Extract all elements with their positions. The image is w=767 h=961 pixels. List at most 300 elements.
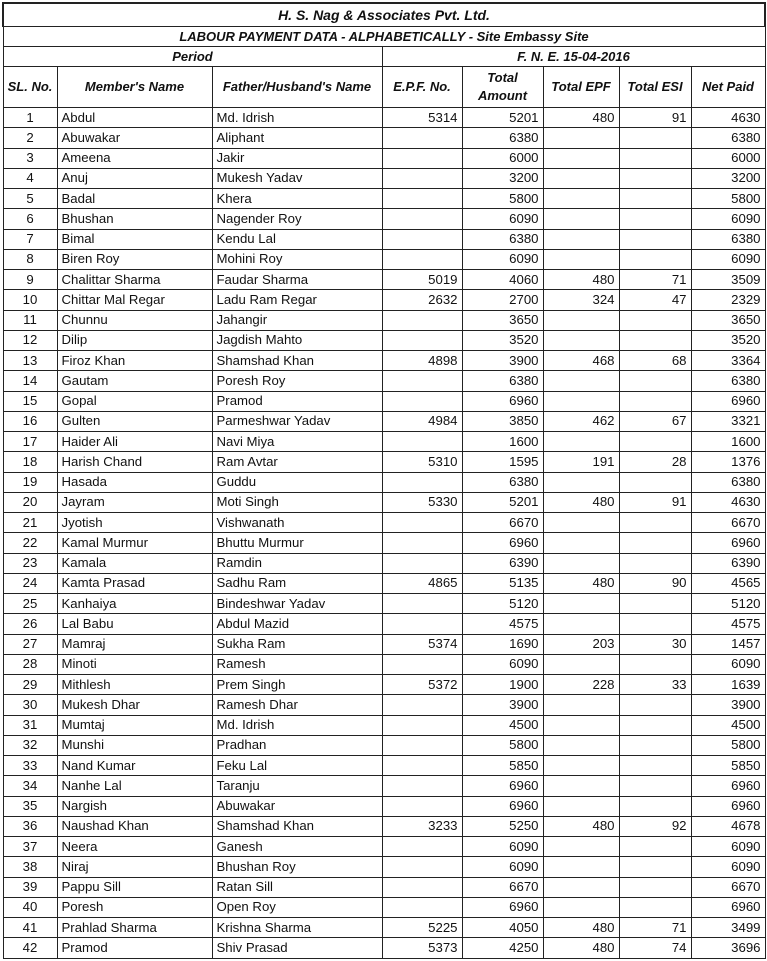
cell-member-name: Anuj (57, 168, 212, 188)
table-row (3, 209, 765, 229)
table-row (3, 918, 765, 938)
cell-father-name: Prem Singh (212, 675, 382, 695)
cell-epf-no: 2632 (382, 290, 462, 310)
cell-total-amount: 3650 (462, 310, 543, 330)
cell-total-esi (619, 654, 691, 674)
cell-member-name: Haider Ali (57, 432, 212, 452)
cell-father-name: Ladu Ram Regar (212, 290, 382, 310)
cell-member-name: Abdul (57, 108, 212, 128)
table-row (3, 553, 765, 573)
cell-net-paid: 6090 (691, 857, 765, 877)
cell-father-name: Aliphant (212, 128, 382, 148)
cell-father-name: Md. Idrish (212, 715, 382, 735)
cell-total-amount: 4050 (462, 918, 543, 938)
period-value: F. N. E. 15-04-2016 (382, 47, 765, 67)
cell-member-name: Mukesh Dhar (57, 695, 212, 715)
cell-total-epf: 480 (543, 492, 619, 512)
cell-sl-no: 1 (3, 108, 57, 128)
table-row (3, 290, 765, 310)
cell-member-name: Mithlesh (57, 675, 212, 695)
cell-net-paid: 1457 (691, 634, 765, 654)
cell-total-esi (619, 330, 691, 350)
cell-total-epf: 468 (543, 351, 619, 371)
table-row (3, 513, 765, 533)
cell-sl-no: 9 (3, 270, 57, 290)
cell-total-amount: 5201 (462, 108, 543, 128)
cell-member-name: Nanhe Lal (57, 776, 212, 796)
cell-father-name: Jakir (212, 148, 382, 168)
cell-sl-no: 28 (3, 654, 57, 674)
cell-total-esi: 71 (619, 270, 691, 290)
cell-net-paid: 3321 (691, 411, 765, 431)
cell-total-epf (543, 715, 619, 735)
table-row (3, 411, 765, 431)
cell-total-amount: 5201 (462, 492, 543, 512)
cell-epf-no: 4865 (382, 573, 462, 593)
cell-member-name: Poresh (57, 897, 212, 917)
table-body (3, 108, 765, 959)
cell-member-name: Gopal (57, 391, 212, 411)
table-row (3, 148, 765, 168)
col-header-member-name: Member's Name (57, 67, 212, 108)
table-row (3, 533, 765, 553)
cell-father-name: Ramdin (212, 553, 382, 573)
table-row (3, 695, 765, 715)
table-row (3, 735, 765, 755)
cell-total-amount: 5135 (462, 573, 543, 593)
cell-epf-no (382, 715, 462, 735)
table-row (3, 472, 765, 492)
cell-net-paid: 6090 (691, 837, 765, 857)
cell-epf-no (382, 209, 462, 229)
cell-total-esi (619, 168, 691, 188)
cell-total-amount: 2700 (462, 290, 543, 310)
cell-total-amount: 6090 (462, 837, 543, 857)
table-row (3, 573, 765, 593)
cell-sl-no: 42 (3, 938, 57, 958)
cell-father-name: Ramesh Dhar (212, 695, 382, 715)
cell-total-amount: 6390 (462, 553, 543, 573)
table-row (3, 837, 765, 857)
cell-father-name: Ramesh (212, 654, 382, 674)
cell-net-paid: 3200 (691, 168, 765, 188)
cell-net-paid: 6090 (691, 209, 765, 229)
cell-sl-no: 5 (3, 189, 57, 209)
cell-total-amount: 4250 (462, 938, 543, 958)
cell-sl-no: 33 (3, 756, 57, 776)
cell-father-name: Khera (212, 189, 382, 209)
cell-total-esi (619, 837, 691, 857)
cell-total-esi: 30 (619, 634, 691, 654)
cell-father-name: Abuwakar (212, 796, 382, 816)
cell-net-paid: 6090 (691, 249, 765, 269)
cell-total-epf (543, 594, 619, 614)
cell-total-esi: 33 (619, 675, 691, 695)
cell-member-name: Mamraj (57, 634, 212, 654)
table-row (3, 675, 765, 695)
cell-net-paid: 1600 (691, 432, 765, 452)
cell-total-esi (619, 513, 691, 533)
cell-member-name: Minoti (57, 654, 212, 674)
cell-total-amount: 6380 (462, 229, 543, 249)
cell-net-paid: 3696 (691, 938, 765, 958)
cell-sl-no: 16 (3, 411, 57, 431)
cell-total-epf: 480 (543, 108, 619, 128)
table-row (3, 249, 765, 269)
cell-sl-no: 31 (3, 715, 57, 735)
cell-total-epf: 324 (543, 290, 619, 310)
cell-total-esi (619, 857, 691, 877)
cell-total-esi: 92 (619, 816, 691, 836)
cell-member-name: Badal (57, 189, 212, 209)
cell-member-name: Pramod (57, 938, 212, 958)
cell-net-paid: 5850 (691, 756, 765, 776)
payment-sheet (2, 2, 764, 959)
col-header-net-paid: Net Paid (691, 67, 765, 108)
cell-member-name: Munshi (57, 735, 212, 755)
cell-epf-no: 5310 (382, 452, 462, 472)
cell-member-name: Gautam (57, 371, 212, 391)
cell-total-esi (619, 533, 691, 553)
cell-total-amount: 5120 (462, 594, 543, 614)
cell-epf-no (382, 756, 462, 776)
cell-member-name: Bhushan (57, 209, 212, 229)
cell-total-esi (619, 371, 691, 391)
cell-total-esi: 28 (619, 452, 691, 472)
cell-total-amount: 6380 (462, 472, 543, 492)
cell-total-esi: 68 (619, 351, 691, 371)
cell-total-epf (543, 148, 619, 168)
cell-epf-no (382, 654, 462, 674)
table-row (3, 857, 765, 877)
cell-epf-no (382, 432, 462, 452)
cell-member-name: Neera (57, 837, 212, 857)
cell-sl-no: 8 (3, 249, 57, 269)
cell-total-amount: 3900 (462, 351, 543, 371)
subtitle-row (3, 27, 765, 47)
cell-net-paid: 4500 (691, 715, 765, 735)
cell-epf-no: 3233 (382, 816, 462, 836)
cell-member-name: Kamala (57, 553, 212, 573)
cell-father-name: Ram Avtar (212, 452, 382, 472)
cell-total-epf: 203 (543, 634, 619, 654)
cell-net-paid: 4630 (691, 492, 765, 512)
table-row (3, 310, 765, 330)
cell-total-esi (619, 614, 691, 634)
cell-epf-no (382, 513, 462, 533)
cell-total-esi (619, 715, 691, 735)
cell-total-esi: 90 (619, 573, 691, 593)
cell-total-amount: 6090 (462, 249, 543, 269)
cell-father-name: Sukha Ram (212, 634, 382, 654)
cell-total-esi: 47 (619, 290, 691, 310)
cell-total-epf (543, 533, 619, 553)
cell-net-paid: 3364 (691, 351, 765, 371)
cell-epf-no (382, 128, 462, 148)
cell-sl-no: 35 (3, 796, 57, 816)
cell-epf-no (382, 472, 462, 492)
cell-total-epf (543, 553, 619, 573)
cell-father-name: Open Roy (212, 897, 382, 917)
cell-net-paid: 5120 (691, 594, 765, 614)
cell-member-name: Kamal Murmur (57, 533, 212, 553)
cell-net-paid: 4678 (691, 816, 765, 836)
cell-net-paid: 6960 (691, 796, 765, 816)
cell-total-amount: 6380 (462, 371, 543, 391)
table-row (3, 594, 765, 614)
cell-member-name: Mumtaj (57, 715, 212, 735)
cell-father-name: Parmeshwar Yadav (212, 411, 382, 431)
cell-father-name: Ganesh (212, 837, 382, 857)
cell-total-epf: 480 (543, 918, 619, 938)
table-row (3, 654, 765, 674)
table-row (3, 897, 765, 917)
cell-total-amount: 5800 (462, 735, 543, 755)
table-row (3, 189, 765, 209)
cell-total-epf (543, 513, 619, 533)
cell-net-paid: 1376 (691, 452, 765, 472)
cell-net-paid: 4630 (691, 108, 765, 128)
cell-net-paid: 6960 (691, 897, 765, 917)
table-row (3, 796, 765, 816)
cell-epf-no: 5374 (382, 634, 462, 654)
cell-total-epf: 228 (543, 675, 619, 695)
cell-member-name: Chittar Mal Regar (57, 290, 212, 310)
cell-net-paid: 6380 (691, 371, 765, 391)
cell-epf-no (382, 776, 462, 796)
cell-epf-no: 5373 (382, 938, 462, 958)
cell-total-epf (543, 472, 619, 492)
cell-father-name: Taranju (212, 776, 382, 796)
cell-net-paid: 4575 (691, 614, 765, 634)
cell-father-name: Vishwanath (212, 513, 382, 533)
cell-sl-no: 13 (3, 351, 57, 371)
company-name: H. S. Nag & Associates Pvt. Ltd. (3, 3, 765, 27)
cell-total-epf: 480 (543, 270, 619, 290)
cell-total-epf (543, 229, 619, 249)
cell-father-name: Mukesh Yadav (212, 168, 382, 188)
cell-net-paid: 6960 (691, 533, 765, 553)
cell-epf-no (382, 614, 462, 634)
cell-father-name: Bhuttu Murmur (212, 533, 382, 553)
cell-net-paid: 3509 (691, 270, 765, 290)
cell-member-name: Naushad Khan (57, 816, 212, 836)
cell-total-esi (619, 735, 691, 755)
cell-father-name: Bindeshwar Yadav (212, 594, 382, 614)
cell-total-epf (543, 189, 619, 209)
cell-total-amount: 3520 (462, 330, 543, 350)
cell-epf-no (382, 735, 462, 755)
cell-sl-no: 34 (3, 776, 57, 796)
cell-net-paid: 4565 (691, 573, 765, 593)
col-header-total-amount: Total Amount (462, 67, 543, 108)
cell-net-paid: 2329 (691, 290, 765, 310)
cell-sl-no: 36 (3, 816, 57, 836)
cell-epf-no (382, 310, 462, 330)
cell-epf-no (382, 391, 462, 411)
col-header-total-esi: Total ESI (619, 67, 691, 108)
cell-net-paid: 5800 (691, 735, 765, 755)
cell-sl-no: 29 (3, 675, 57, 695)
cell-sl-no: 3 (3, 148, 57, 168)
cell-member-name: Abuwakar (57, 128, 212, 148)
cell-member-name: Kamta Prasad (57, 573, 212, 593)
cell-total-amount: 3900 (462, 695, 543, 715)
cell-total-epf: 191 (543, 452, 619, 472)
labour-payment-table (2, 2, 766, 959)
cell-net-paid: 6380 (691, 472, 765, 492)
cell-total-epf (543, 371, 619, 391)
table-row (3, 938, 765, 958)
cell-father-name: Pramod (212, 391, 382, 411)
cell-member-name: Lal Babu (57, 614, 212, 634)
cell-epf-no (382, 837, 462, 857)
cell-member-name: Kanhaiya (57, 594, 212, 614)
cell-epf-no: 5314 (382, 108, 462, 128)
cell-sl-no: 39 (3, 877, 57, 897)
cell-father-name: Krishna Sharma (212, 918, 382, 938)
table-row (3, 776, 765, 796)
cell-total-amount: 6090 (462, 654, 543, 674)
cell-total-esi (619, 877, 691, 897)
cell-epf-no (382, 897, 462, 917)
cell-total-esi (619, 391, 691, 411)
cell-total-esi: 71 (619, 918, 691, 938)
cell-father-name: Guddu (212, 472, 382, 492)
cell-sl-no: 25 (3, 594, 57, 614)
table-row (3, 168, 765, 188)
cell-total-esi: 67 (619, 411, 691, 431)
cell-total-epf (543, 837, 619, 857)
cell-total-esi (619, 432, 691, 452)
cell-epf-no: 5330 (382, 492, 462, 512)
cell-member-name: Prahlad Sharma (57, 918, 212, 938)
table-row (3, 756, 765, 776)
company-row (3, 3, 765, 27)
cell-net-paid: 6670 (691, 877, 765, 897)
cell-total-amount: 6090 (462, 209, 543, 229)
cell-net-paid: 6390 (691, 553, 765, 573)
cell-total-esi (619, 229, 691, 249)
cell-father-name: Feku Lal (212, 756, 382, 776)
cell-total-amount: 6670 (462, 513, 543, 533)
cell-epf-no (382, 249, 462, 269)
cell-sl-no: 40 (3, 897, 57, 917)
cell-total-epf (543, 391, 619, 411)
cell-net-paid: 6670 (691, 513, 765, 533)
cell-total-amount: 6960 (462, 796, 543, 816)
cell-total-epf: 480 (543, 573, 619, 593)
cell-sl-no: 23 (3, 553, 57, 573)
cell-father-name: Jahangir (212, 310, 382, 330)
cell-total-epf (543, 654, 619, 674)
cell-total-amount: 6380 (462, 128, 543, 148)
cell-total-epf (543, 614, 619, 634)
cell-sl-no: 24 (3, 573, 57, 593)
cell-epf-no (382, 533, 462, 553)
cell-total-epf: 480 (543, 816, 619, 836)
col-header-father-name: Father/Husband's Name (212, 67, 382, 108)
cell-sl-no: 4 (3, 168, 57, 188)
cell-net-paid: 3900 (691, 695, 765, 715)
cell-total-epf (543, 857, 619, 877)
cell-member-name: Chalittar Sharma (57, 270, 212, 290)
cell-father-name: Ratan Sill (212, 877, 382, 897)
cell-total-amount: 3200 (462, 168, 543, 188)
cell-total-epf (543, 695, 619, 715)
table-row (3, 108, 765, 128)
cell-total-amount: 6960 (462, 897, 543, 917)
cell-sl-no: 6 (3, 209, 57, 229)
cell-sl-no: 17 (3, 432, 57, 452)
cell-father-name: Navi Miya (212, 432, 382, 452)
cell-total-epf (543, 735, 619, 755)
cell-total-esi (619, 148, 691, 168)
cell-epf-no: 4898 (382, 351, 462, 371)
cell-total-amount: 4575 (462, 614, 543, 634)
cell-sl-no: 11 (3, 310, 57, 330)
period-row (3, 47, 765, 67)
cell-member-name: Jyotish (57, 513, 212, 533)
cell-net-paid: 6960 (691, 776, 765, 796)
cell-father-name: Nagender Roy (212, 209, 382, 229)
cell-net-paid: 6960 (691, 391, 765, 411)
cell-sl-no: 22 (3, 533, 57, 553)
cell-net-paid: 6380 (691, 229, 765, 249)
cell-sl-no: 21 (3, 513, 57, 533)
cell-father-name: Moti Singh (212, 492, 382, 512)
cell-total-esi (619, 897, 691, 917)
cell-member-name: Gulten (57, 411, 212, 431)
cell-member-name: Dilip (57, 330, 212, 350)
cell-total-esi (619, 553, 691, 573)
cell-total-esi (619, 695, 691, 715)
cell-total-epf (543, 128, 619, 148)
cell-father-name: Sadhu Ram (212, 573, 382, 593)
cell-total-esi (619, 594, 691, 614)
cell-total-amount: 6000 (462, 148, 543, 168)
table-row (3, 452, 765, 472)
cell-total-amount: 6960 (462, 776, 543, 796)
cell-epf-no: 5019 (382, 270, 462, 290)
cell-total-amount: 6670 (462, 877, 543, 897)
cell-sl-no: 38 (3, 857, 57, 877)
cell-total-amount: 1600 (462, 432, 543, 452)
cell-epf-no (382, 594, 462, 614)
cell-total-amount: 1900 (462, 675, 543, 695)
period-label: Period (3, 47, 382, 67)
table-row (3, 229, 765, 249)
table-row (3, 330, 765, 350)
col-header-sl-no: SL. No. (3, 67, 57, 108)
cell-member-name: Firoz Khan (57, 351, 212, 371)
cell-member-name: Niraj (57, 857, 212, 877)
cell-net-paid: 5800 (691, 189, 765, 209)
cell-epf-no (382, 330, 462, 350)
cell-member-name: Ameena (57, 148, 212, 168)
cell-total-esi: 91 (619, 492, 691, 512)
cell-member-name: Biren Roy (57, 249, 212, 269)
cell-total-amount: 1690 (462, 634, 543, 654)
cell-member-name: Harish Chand (57, 452, 212, 472)
cell-father-name: Faudar Sharma (212, 270, 382, 290)
cell-epf-no (382, 877, 462, 897)
cell-father-name: Poresh Roy (212, 371, 382, 391)
cell-father-name: Bhushan Roy (212, 857, 382, 877)
table-row (3, 391, 765, 411)
cell-sl-no: 19 (3, 472, 57, 492)
col-header-total-epf: Total EPF (543, 67, 619, 108)
